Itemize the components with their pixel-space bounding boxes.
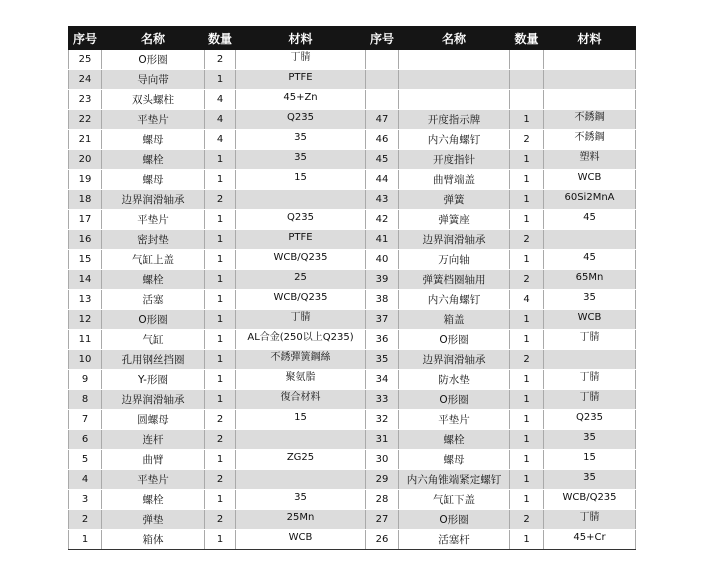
material-cell: 復合材料 — [236, 390, 366, 410]
material-cell: Q235 — [236, 110, 366, 130]
material-cell: 丁腈 — [236, 50, 366, 70]
part-name-cell: Y-形圈 — [102, 370, 205, 390]
part-number-cell: 35 — [366, 350, 399, 370]
material-cell: 25 — [236, 270, 366, 290]
quantity-cell: 1 — [205, 530, 236, 550]
part-number-cell: 46 — [366, 130, 399, 150]
part-name-cell: 螺母 — [399, 450, 510, 470]
table-row — [69, 50, 636, 70]
part-number-cell: 23 — [69, 90, 102, 110]
material-cell — [544, 50, 636, 70]
material-cell: 丁腈 — [544, 510, 636, 530]
quantity-cell: 1 — [510, 110, 544, 130]
part-number-cell: 41 — [366, 230, 399, 250]
material-cell: 35 — [544, 470, 636, 490]
quantity-cell: 1 — [205, 290, 236, 310]
quantity-cell: 2 — [205, 190, 236, 210]
header-qty-right: 数量 — [510, 27, 544, 50]
part-number-cell: 44 — [366, 170, 399, 190]
part-name-cell: 活塞 — [102, 290, 205, 310]
part-name-cell: 平垫片 — [102, 470, 205, 490]
part-number-cell: 9 — [69, 370, 102, 390]
quantity-cell: 1 — [205, 70, 236, 90]
part-name-cell: 箱盖 — [399, 310, 510, 330]
quantity-cell: 1 — [510, 390, 544, 410]
material-cell: PTFE — [236, 70, 366, 90]
material-cell: WCB — [544, 170, 636, 190]
part-number-cell: 1 — [69, 530, 102, 550]
quantity-cell: 1 — [205, 170, 236, 190]
part-number-cell: 33 — [366, 390, 399, 410]
part-name-cell: 弹簧 — [399, 190, 510, 210]
header-no-right: 序号 — [366, 27, 399, 50]
table-row — [69, 110, 636, 130]
quantity-cell: 1 — [510, 150, 544, 170]
quantity-cell: 1 — [510, 210, 544, 230]
material-cell: 60Si2MnA — [544, 190, 636, 210]
part-number-cell: 24 — [69, 70, 102, 90]
quantity-cell: 4 — [510, 290, 544, 310]
table-row — [69, 250, 636, 270]
material-cell — [236, 470, 366, 490]
table-row — [69, 510, 636, 530]
header-material-right: 材料 — [544, 27, 636, 50]
part-number-cell: 13 — [69, 290, 102, 310]
quantity-cell: 1 — [510, 450, 544, 470]
material-cell: 45 — [544, 250, 636, 270]
part-number-cell: 32 — [366, 410, 399, 430]
part-name-cell: 气缸下盖 — [399, 490, 510, 510]
table-row — [69, 70, 636, 90]
quantity-cell: 4 — [205, 130, 236, 150]
quantity-cell — [510, 70, 544, 90]
quantity-cell: 1 — [510, 410, 544, 430]
header-material-left: 材料 — [236, 27, 366, 50]
part-name-cell: O形圈 — [399, 390, 510, 410]
part-name-cell: 开度指示牌 — [399, 110, 510, 130]
part-number-cell: 7 — [69, 410, 102, 430]
part-number-cell: 11 — [69, 330, 102, 350]
material-cell: 丁腈 — [544, 370, 636, 390]
part-number-cell: 29 — [366, 470, 399, 490]
part-name-cell: 平垫片 — [399, 410, 510, 430]
table-row — [69, 450, 636, 470]
material-cell: 25Mn — [236, 510, 366, 530]
quantity-cell: 2 — [510, 350, 544, 370]
table-row — [69, 210, 636, 230]
material-cell: Q235 — [544, 410, 636, 430]
part-number-cell: 16 — [69, 230, 102, 250]
material-cell: WCB — [544, 310, 636, 330]
table-row — [69, 130, 636, 150]
parts-list-table — [68, 26, 636, 550]
part-name-cell: 平垫片 — [102, 110, 205, 130]
part-number-cell: 27 — [366, 510, 399, 530]
material-cell: ZG25 — [236, 450, 366, 470]
part-name-cell — [399, 50, 510, 70]
part-number-cell: 40 — [366, 250, 399, 270]
part-number-cell: 18 — [69, 190, 102, 210]
part-number-cell: 42 — [366, 210, 399, 230]
part-name-cell: 螺母 — [102, 170, 205, 190]
part-number-cell: 31 — [366, 430, 399, 450]
material-cell — [544, 230, 636, 250]
material-cell: 不銹鋼 — [544, 110, 636, 130]
material-cell: 45+Zn — [236, 90, 366, 110]
table-row — [69, 190, 636, 210]
material-cell: Q235 — [236, 210, 366, 230]
quantity-cell: 1 — [510, 170, 544, 190]
part-number-cell: 26 — [366, 530, 399, 550]
table-row — [69, 490, 636, 510]
part-name-cell — [399, 70, 510, 90]
material-cell: 65Mn — [544, 270, 636, 290]
material-cell — [236, 190, 366, 210]
material-cell: WCB/Q235 — [544, 490, 636, 510]
quantity-cell: 1 — [205, 270, 236, 290]
material-cell: 聚氨脂 — [236, 370, 366, 390]
part-name-cell: 内六角螺钉 — [399, 130, 510, 150]
quantity-cell: 1 — [510, 470, 544, 490]
part-name-cell: 边界润滑轴承 — [102, 190, 205, 210]
quantity-cell: 2 — [510, 270, 544, 290]
quantity-cell: 1 — [510, 430, 544, 450]
quantity-cell: 2 — [205, 510, 236, 530]
material-cell: WCB — [236, 530, 366, 550]
table-row — [69, 350, 636, 370]
part-name-cell: 气缸上盖 — [102, 250, 205, 270]
table-row — [69, 330, 636, 350]
header-name-left: 名称 — [102, 27, 205, 50]
material-cell — [544, 90, 636, 110]
part-number-cell: 37 — [366, 310, 399, 330]
table-row — [69, 150, 636, 170]
part-name-cell: 螺栓 — [399, 430, 510, 450]
part-name-cell: O形圈 — [102, 50, 205, 70]
material-cell — [544, 70, 636, 90]
part-name-cell: 弹簧档圈轴用 — [399, 270, 510, 290]
part-name-cell: 平垫片 — [102, 210, 205, 230]
part-number-cell: 30 — [366, 450, 399, 470]
material-cell: 塑料 — [544, 150, 636, 170]
quantity-cell: 2 — [205, 410, 236, 430]
part-number-cell: 10 — [69, 350, 102, 370]
header-name-right: 名称 — [399, 27, 510, 50]
part-name-cell: 螺栓 — [102, 270, 205, 290]
material-cell: WCB/Q235 — [236, 250, 366, 270]
part-name-cell: 万向轴 — [399, 250, 510, 270]
quantity-cell: 1 — [205, 390, 236, 410]
quantity-cell: 1 — [510, 250, 544, 270]
part-name-cell: O形圈 — [102, 310, 205, 330]
part-name-cell: 密封垫 — [102, 230, 205, 250]
table-row — [69, 530, 636, 550]
quantity-cell: 1 — [205, 450, 236, 470]
quantity-cell: 1 — [510, 190, 544, 210]
part-number-cell: 4 — [69, 470, 102, 490]
quantity-cell: 1 — [205, 490, 236, 510]
table-row — [69, 430, 636, 450]
part-number-cell: 12 — [69, 310, 102, 330]
part-number-cell: 2 — [69, 510, 102, 530]
part-name-cell: 气缸 — [102, 330, 205, 350]
part-number-cell: 39 — [366, 270, 399, 290]
quantity-cell: 1 — [510, 490, 544, 510]
quantity-cell: 1 — [205, 370, 236, 390]
part-number-cell — [366, 90, 399, 110]
part-number-cell — [366, 70, 399, 90]
quantity-cell: 2 — [510, 230, 544, 250]
material-cell: 丁腈 — [544, 390, 636, 410]
part-number-cell: 15 — [69, 250, 102, 270]
quantity-cell: 1 — [510, 330, 544, 350]
part-name-cell: O形圈 — [399, 510, 510, 530]
part-name-cell: 双头螺柱 — [102, 90, 205, 110]
part-name-cell: 内六角螺钉 — [399, 290, 510, 310]
part-name-cell: 弹簧座 — [399, 210, 510, 230]
material-cell: 丁腈 — [544, 330, 636, 350]
material-cell: 35 — [544, 430, 636, 450]
part-name-cell: 螺母 — [102, 130, 205, 150]
part-number-cell: 34 — [366, 370, 399, 390]
quantity-cell: 1 — [205, 350, 236, 370]
quantity-cell — [510, 90, 544, 110]
part-name-cell: 圆螺母 — [102, 410, 205, 430]
table-row — [69, 170, 636, 190]
material-cell: AL合金(250以上Q235) — [236, 330, 366, 350]
part-name-cell: 曲臂端盖 — [399, 170, 510, 190]
table-row — [69, 270, 636, 290]
quantity-cell: 1 — [205, 210, 236, 230]
part-name-cell: 曲臂 — [102, 450, 205, 470]
part-name-cell: 孔用钢丝挡圈 — [102, 350, 205, 370]
part-number-cell: 19 — [69, 170, 102, 190]
part-number-cell: 5 — [69, 450, 102, 470]
table-row — [69, 370, 636, 390]
material-cell: 35 — [544, 290, 636, 310]
part-name-cell: 开度指针 — [399, 150, 510, 170]
part-number-cell: 45 — [366, 150, 399, 170]
table-row — [69, 230, 636, 250]
quantity-cell: 4 — [205, 90, 236, 110]
material-cell: PTFE — [236, 230, 366, 250]
quantity-cell: 1 — [510, 530, 544, 550]
quantity-cell: 1 — [510, 310, 544, 330]
part-number-cell: 25 — [69, 50, 102, 70]
part-number-cell: 3 — [69, 490, 102, 510]
material-cell: 35 — [236, 130, 366, 150]
part-number-cell: 38 — [366, 290, 399, 310]
material-cell — [544, 350, 636, 370]
part-number-cell: 6 — [69, 430, 102, 450]
material-cell: 35 — [236, 150, 366, 170]
material-cell: 15 — [236, 170, 366, 190]
table-row — [69, 290, 636, 310]
part-number-cell — [366, 50, 399, 70]
quantity-cell: 2 — [510, 130, 544, 150]
table-row — [69, 310, 636, 330]
material-cell — [236, 430, 366, 450]
quantity-cell: 1 — [205, 230, 236, 250]
quantity-cell: 4 — [205, 110, 236, 130]
part-name-cell: 导向带 — [102, 70, 205, 90]
quantity-cell: 1 — [205, 330, 236, 350]
table-row — [69, 390, 636, 410]
header-no-left: 序号 — [69, 27, 102, 50]
part-number-cell: 47 — [366, 110, 399, 130]
part-number-cell: 43 — [366, 190, 399, 210]
part-name-cell: 边界润滑轴承 — [102, 390, 205, 410]
part-name-cell: 内六角锥端紧定螺钉 — [399, 470, 510, 490]
table-row — [69, 470, 636, 490]
header-qty-left: 数量 — [205, 27, 236, 50]
part-name-cell: 弹垫 — [102, 510, 205, 530]
part-name-cell: 螺栓 — [102, 490, 205, 510]
part-name-cell: 边界润滑轴承 — [399, 350, 510, 370]
material-cell: 45 — [544, 210, 636, 230]
quantity-cell: 1 — [510, 370, 544, 390]
part-number-cell: 22 — [69, 110, 102, 130]
part-number-cell: 17 — [69, 210, 102, 230]
material-cell: 15 — [544, 450, 636, 470]
part-number-cell: 8 — [69, 390, 102, 410]
quantity-cell: 2 — [205, 470, 236, 490]
table-row — [69, 410, 636, 430]
quantity-cell: 2 — [205, 430, 236, 450]
material-cell: 丁腈 — [236, 310, 366, 330]
part-name-cell: 箱体 — [102, 530, 205, 550]
table-row — [69, 90, 636, 110]
part-name-cell: 连杆 — [102, 430, 205, 450]
part-name-cell: O形圈 — [399, 330, 510, 350]
part-number-cell: 28 — [366, 490, 399, 510]
part-number-cell: 14 — [69, 270, 102, 290]
material-cell: 45+Cr — [544, 530, 636, 550]
material-cell: WCB/Q235 — [236, 290, 366, 310]
quantity-cell: 2 — [205, 50, 236, 70]
quantity-cell — [510, 50, 544, 70]
part-number-cell: 36 — [366, 330, 399, 350]
part-name-cell: 活塞杆 — [399, 530, 510, 550]
part-number-cell: 20 — [69, 150, 102, 170]
material-cell: 不銹彈簧鋼絲 — [236, 350, 366, 370]
material-cell: 不銹鋼 — [544, 130, 636, 150]
material-cell: 15 — [236, 410, 366, 430]
parts-table-body — [69, 50, 636, 550]
table-header-row — [69, 27, 636, 50]
part-name-cell — [399, 90, 510, 110]
part-name-cell: 边界润滑轴承 — [399, 230, 510, 250]
part-name-cell: 防水垫 — [399, 370, 510, 390]
quantity-cell: 2 — [510, 510, 544, 530]
part-number-cell: 21 — [69, 130, 102, 150]
quantity-cell: 1 — [205, 150, 236, 170]
quantity-cell: 1 — [205, 310, 236, 330]
quantity-cell: 1 — [205, 250, 236, 270]
part-name-cell: 螺栓 — [102, 150, 205, 170]
material-cell: 35 — [236, 490, 366, 510]
